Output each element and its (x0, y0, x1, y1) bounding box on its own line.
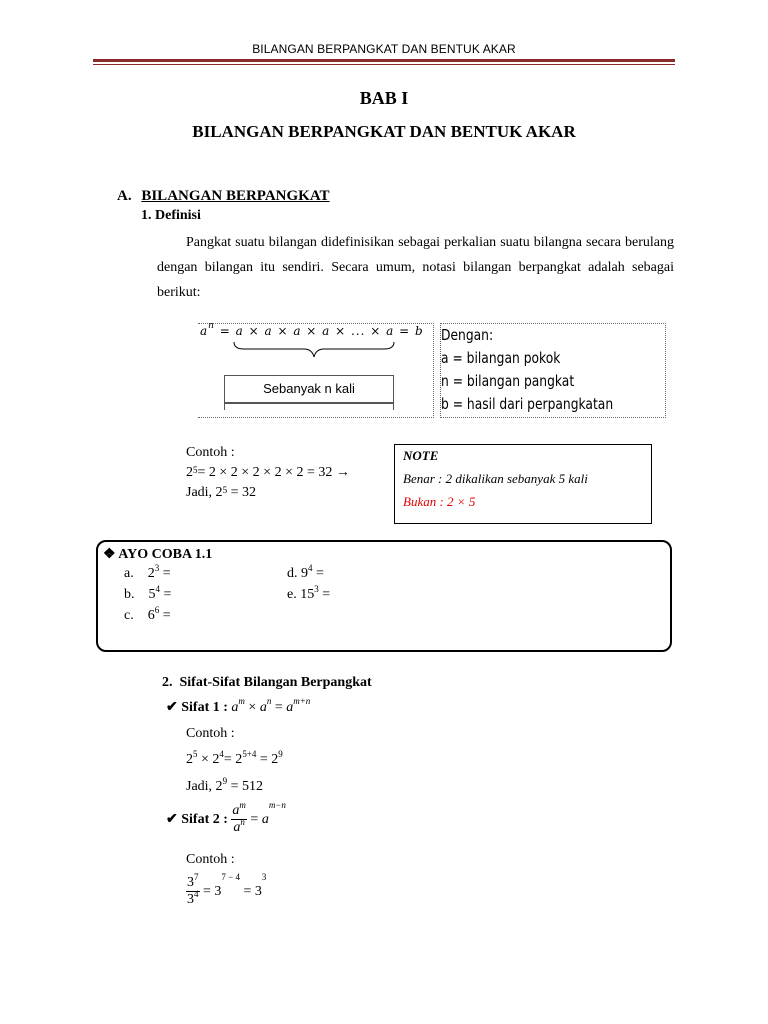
item-base: 15 (300, 587, 315, 602)
exercise-title: ❖ AYO COBA 1.1 (103, 547, 213, 562)
brace-label: Sebanyak n kali (224, 375, 394, 403)
legend-line-2: n = bilangan pangkat (441, 372, 575, 390)
exercise-item-a (124, 563, 171, 582)
legend-line-0: Dengan: (441, 326, 494, 344)
sifat-2-example-fraction: $\frac{3^7}{3^4}$ (187, 872, 199, 907)
legend-line-3: b = hasil dari perpangkatan (441, 395, 614, 413)
item-exp: 3 (154, 563, 160, 573)
exercise-item-c (124, 605, 171, 624)
exercise-item-e (287, 584, 331, 603)
item-label: c. (124, 608, 134, 623)
example-1-label: Contoh : (186, 445, 235, 460)
definition-text: Pangkat suatu bilangan didefinisikan sebagai perkalian suatu bilangna secara berulang dengan bilangan itu sendiri. Secara umum, notasi bilangan berpangkat adalah sebagai berikut: (157, 235, 674, 300)
example-1-result (186, 483, 350, 503)
exercise-box (96, 540, 672, 652)
item-eq: = (318, 587, 331, 602)
sifat-2-example (186, 871, 267, 908)
exercise-item-b (124, 584, 172, 603)
sifat-1-result-post: = 512 (227, 779, 263, 794)
chapter-label: BAB I (359, 88, 409, 108)
example-1 (186, 443, 350, 503)
formula-rhs: = a × a × a × a × ... × a = b (214, 324, 424, 338)
note-incorrect: Bukan : 2 × 5 (403, 494, 476, 509)
item-eq: = (160, 587, 172, 602)
item-exp: 3 (314, 584, 319, 594)
formula-base: a (200, 324, 209, 338)
sifat-1-contoh: Contoh : (186, 726, 235, 741)
example-1-line (186, 463, 350, 483)
sifat-heading (162, 675, 372, 691)
header-rule-thin (93, 64, 675, 65)
sifat-num: 2. (162, 675, 173, 690)
sifat-2-example-rhs: = $3^{7 - 4} = 3^3$ (203, 871, 267, 899)
definisi-title: Definisi (155, 208, 201, 223)
sifat-1-label: ✔ Sifat 1 : (166, 700, 228, 715)
brace-label-lower-box (224, 403, 394, 410)
legend-line-1: a = bilangan pokok (441, 349, 561, 367)
sifat-1-result (186, 776, 263, 795)
sifat-1-formula: $a^m \times a^n = a^{m+n}$ (231, 696, 311, 715)
section-a-heading (117, 188, 330, 205)
sifat-2-contoh: Contoh : (186, 852, 235, 867)
item-base: 2 (147, 566, 155, 581)
sifat-2-rhs: = $a^{m-n}$ (250, 799, 286, 827)
item-eq: = (312, 566, 324, 581)
definition-paragraph (157, 230, 674, 305)
sifat-1-result-pre: Jadi, 2 (186, 779, 223, 794)
formula-exp: n (208, 321, 215, 331)
item-label: b. (124, 587, 135, 602)
sifat-1-example: $2^5 \times 2^4= 2^{5+4} = 2^9$ (186, 749, 283, 767)
sifat-1-rule (166, 696, 311, 716)
definisi-num: 1. (141, 208, 152, 223)
item-exp: 4 (308, 563, 313, 573)
item-label: d. (287, 566, 298, 581)
note-box (394, 444, 652, 524)
section-a-title: BILANGAN BERPANGKAT (141, 188, 330, 204)
note-correct: Benar : 2 dikalikan sebanyak 5 kali (403, 471, 588, 486)
note-title: NOTE (403, 448, 439, 463)
example-1-base: 2 (186, 465, 193, 480)
item-exp: 6 (154, 605, 160, 615)
exercise-item-d (287, 563, 324, 582)
item-eq: = (159, 566, 171, 581)
item-exp: 4 (155, 584, 160, 594)
power-formula (200, 321, 424, 338)
item-label: a. (124, 566, 134, 581)
example-1-result-post: = 32 (227, 485, 256, 500)
item-eq: = (159, 608, 171, 623)
header-rule-thick (93, 59, 675, 62)
notation-figure (198, 323, 666, 418)
legend-panel (440, 323, 666, 418)
item-label: e. (287, 587, 297, 602)
item-base: 6 (147, 608, 155, 623)
sifat-2-label: ✔ Sifat 2 : (166, 812, 228, 827)
section-a-letter: A. (117, 188, 132, 204)
example-1-result-exp: 5 (222, 485, 228, 495)
item-base: 5 (148, 587, 156, 602)
running-header: BILANGAN BERPANGKAT DAN BENTUK AKAR (252, 42, 516, 56)
sifat-2-rule (166, 799, 286, 836)
definisi-heading (141, 208, 201, 224)
sifat-1-result-exp: 9 (222, 776, 228, 786)
formula-panel (198, 323, 434, 418)
example-1-expansion: = 2 × 2 × 2 × 2 × 2 = 32 → (197, 465, 350, 480)
example-1-result-pre: Jadi, 2 (186, 485, 223, 500)
chapter-title: BILANGAN BERPANGKAT DAN BENTUK AKAR (192, 122, 576, 141)
example-1-exp: 5 (193, 465, 198, 475)
sifat-title: Sifat-Sifat Bilangan Berpangkat (179, 675, 372, 690)
item-base: 9 (301, 566, 308, 581)
underbrace-icon (232, 340, 396, 360)
sifat-2-fraction: $\frac{a^m}{a^n}$ (232, 800, 246, 835)
